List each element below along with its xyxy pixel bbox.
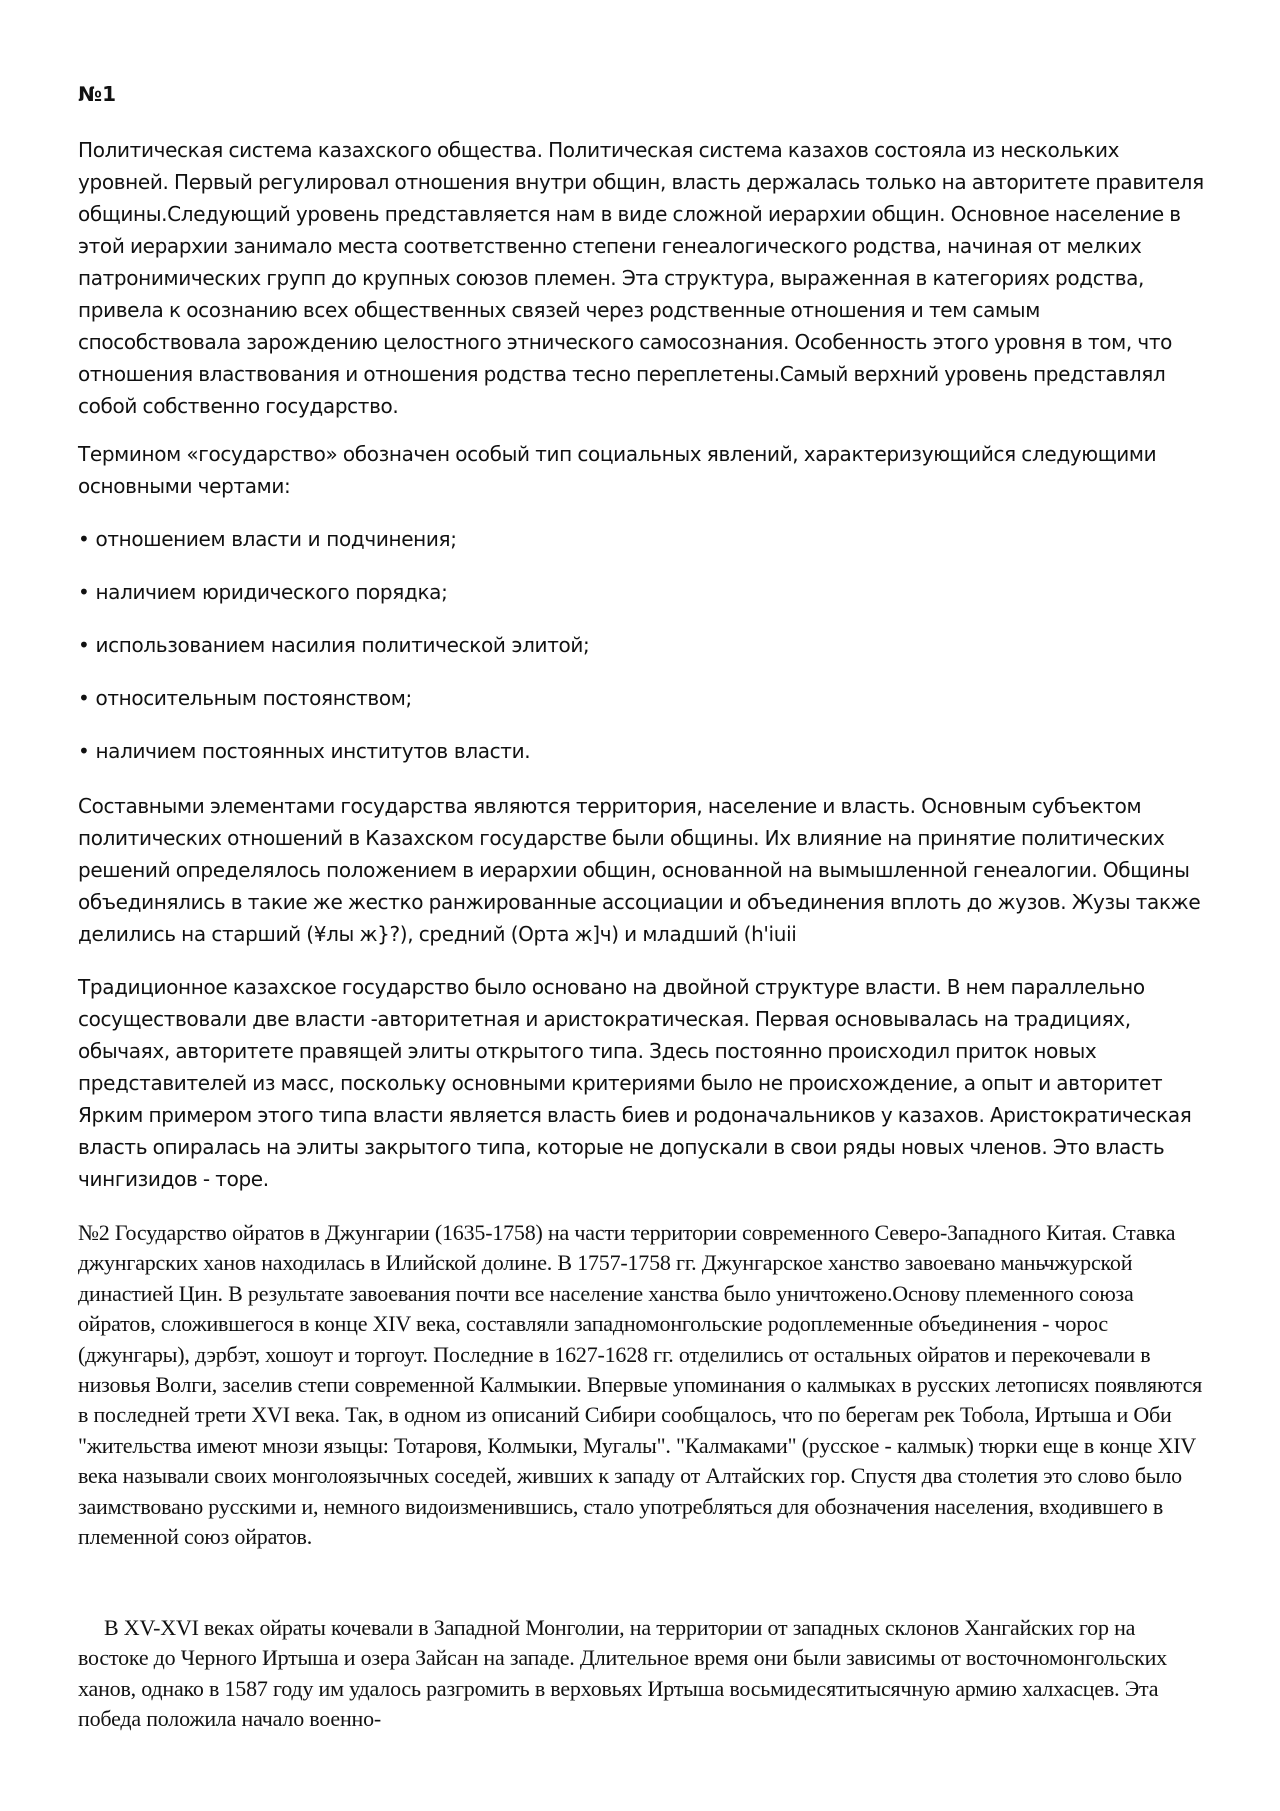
bullet-item: • использованием насилия политической элитой; [78, 633, 590, 657]
bullet-item: • относительным постоянством; [78, 686, 412, 710]
section-1-heading: №1 [78, 82, 116, 106]
paragraph-state-elements: Составными элементами государства являются территория, население и власть. Основным субъектом политических отношений в Казахском государстве были общины. Их влияние на принятие политических решений определялось положением в иерархии общин, основанной на вымышленной генеалогии. Общины объединялись в такие же жестко ранжированные ассоциации и объединения вплоть до жузов. Жузы также делились на старший (¥лы ж}?), средний (Орта ж]ч) и младший (h'iuii [78, 794, 1201, 946]
bullet-item: • наличием юридического порядка; [78, 580, 448, 604]
bullet-item: • отношением власти и подчинения; [78, 527, 457, 551]
paragraph-state-definition: Термином «государство» обозначен особый тип социальных явлений, характеризующийся следующими основными чертами: [78, 442, 1157, 498]
paragraph-political-system: Политическая система казахского общества. Политическая система казахов состояла из нескольких уровней. Первый регулировал отношения внутри общин, власть держалась только на авторитете правителя общины.Следующий уровень представляется нам в виде сложной иерархии общин. Основное население в этой иерархии занимало места соответственно степени генеалогического родства, начиная от мелких патронимических групп до крупных союзов племен. Эта структура, выраженная в категориях родства, привела к осознанию всех общественных связей через родственные отношения и тем самым способствовала зарождению целостного этнического самосознания. Особенность этого уровня в том, что отношения властвования и отношения родства тесно переплетены.Самый верхний уровень представлял собой собственно государство. [78, 138, 1204, 418]
bullet-item: • наличием постоянных институтов власти. [78, 739, 531, 763]
paragraph-traditional-state: Традиционное казахское государство было основано на двойной структуре власти. В нем параллельно сосуществовали две власти -авторитетная и аристократическая. Первая основывалась на традициях, обычаях, авторитете правящей элиты открытого типа. Здесь постоянно происходил приток новых представителей из масс, поскольку основными критериями было не происхождение, а опыт и авторитет Ярким примером этого типа власти является власть биев и родоначальников у казахов. Аристократическая власть опиралась на элиты закрытого типа, которые не допускали в свои ряды новых членов. Это власть чингизидов - торе. [78, 975, 1192, 1191]
paragraph-oirat-state: №2 Государство ойратов в Джунгарии (1635-1758) на части территории современного Северо-Западного Китая. Ставка джунгарских ханов находилась в Илийской долине. В 1757-1758 гг. Джунгарское ханство завоевано маньчжурской династией Цин. В результате завоевания почти все население ханства было уничтожено.Основу племенного союза ойратов, сложившегося в конце XIV века, составляли западномонгольские родоплеменные объединения - чорос (джунгары), дэрбэт, хошоут и торгоут. Последние в 1627-1628 гг. отделились от остальных ойратов и перекочевали в низовья Волги, заселив степи современной Калмыкии. Впервые упоминания о калмыках в русских летописях появляются в последней трети XVI века. Так, в одном из описаний Сибири сообщалось, что по берегам рек Тобола, Иртыша и Оби "жительства имеют мнози языцы: Тотаровя, Колмыки, Мугалы". "Калмаками" (русское - калмык) тюрки еще в конце XIV века называли своих монголоязычных соседей, живших к западу от Алтайских гор. Спустя два столетия это слово было заимствовано русскими и, немного видоизменившись, стало употребляться для обозначения населения, входившего в племенной союз ойратов. [78, 1220, 1203, 1550]
paragraph-oirat-history: В XV-XVI веках ойраты кочевали в Западной Монголии, на территории от западных склонов Хангайских гор на востоке до Черного Иртыша и озера Зайсан на западе. Длительное время они были зависимы от восточномонгольских ханов, однако в 1587 году им удалось разгромить в верховьях Иртыша восьмидесятитысячную армию халхасцев. Эта победа положила начало военно- [78, 1615, 1167, 1732]
